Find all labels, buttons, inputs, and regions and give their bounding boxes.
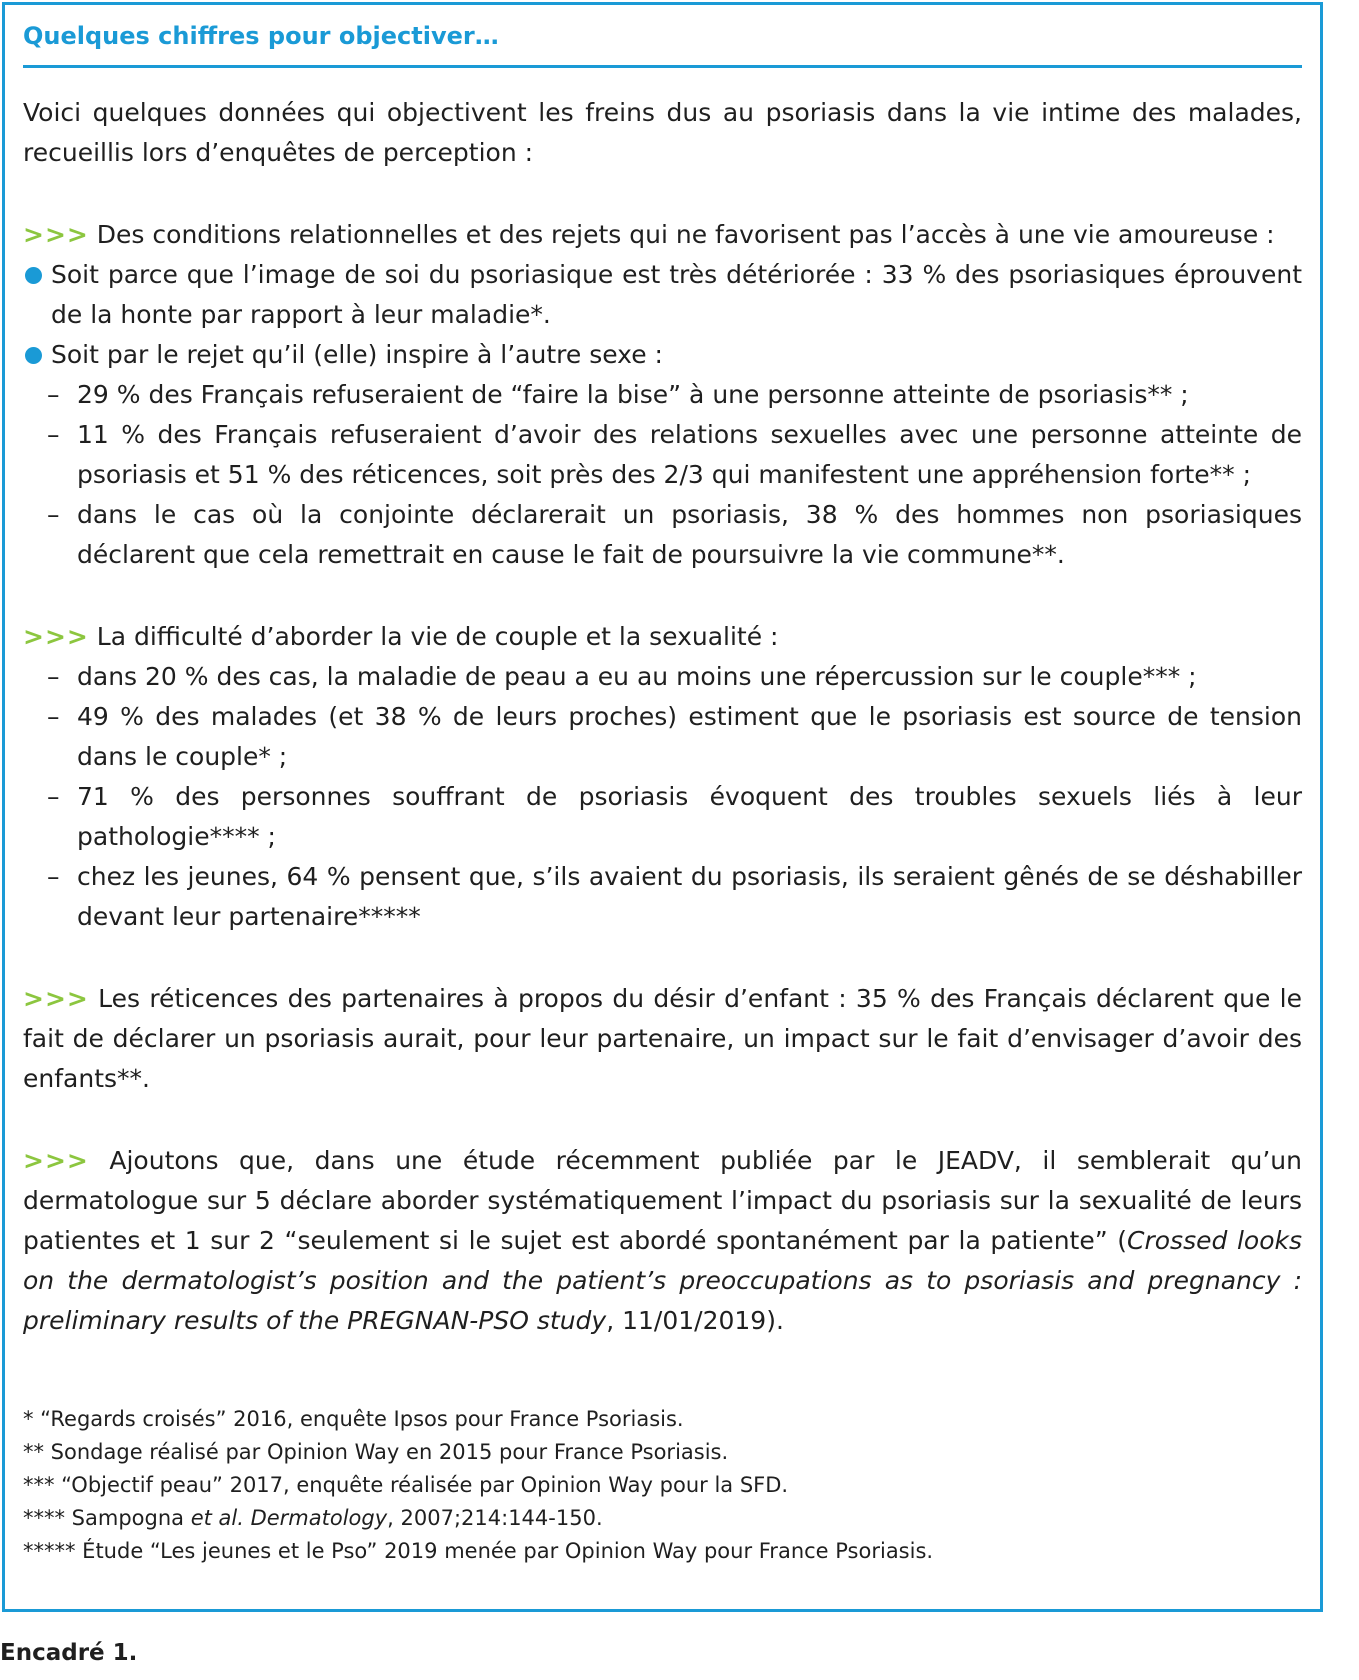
box-title: Quelques chiffres pour objectiver… [23,22,499,50]
box-content [23,93,1302,1341]
section2-heading: >>> La difficulté d’aborder la vie de couple et la sexualité : [23,622,779,651]
footnote: ** Sondage réalisé par Opinion Way en 2015 pour France Psoriasis. [23,1440,729,1464]
figure-caption: Encadré 1. [0,1640,138,1666]
section3-paragraph: >>> Les réticences des partenaires à propos du désir d’enfant : 35 % des Français déclarent que le fait de déclarer un psoriasis aurait, pour leur partenaire, un impact sur le fait d’envisager d’avoir des enfants**. [23,984,1302,1093]
dash-item: – 11 % des Français refuseraient d’avoir des relations sexuelles avec une personne atteinte de psoriasis et 51 % des réticences, soit près des 2/3 qui manifestent une appréhension forte** ; [47,420,1302,489]
footnote: ***** Étude “Les jeunes et le Pso” 2019 menée par Opinion Way pour France Psoriasis. [23,1539,934,1563]
arrows-icon: >>> [23,220,89,249]
bullet-dot-icon [25,347,42,364]
title-divider [23,65,1302,68]
section4-paragraph: >>> Ajoutons que, dans une étude récemment publiée par le JEADV, il semblerait qu’un dermatologue sur 5 déclare aborder systématiquement l’impact du psoriasis sur la sexualité de leurs patientes et 1 sur 2 “seulement si le sujet est abordé spontanément par la patiente” (Crossed looks on the dermatologist’s position and the patient’s preoccupations as to psoriasis and pregnancy : preliminary results of the PREGNAN-PSO study, 11/01/2019). [23,1146,1302,1335]
dash-item: – chez les jeunes, 64 % pensent que, s’ils avaient du psoriasis, ils seraient gênés de se déshabiller devant leur partenaire***** [47,862,1302,931]
dash-item: – dans 20 % des cas, la maladie de peau a eu au moins une répercussion sur le couple*** ; [47,662,1197,691]
bullet-item: Soit parce que l’image de soi du psoriasique est très détériorée : 33 % des psoriasiques éprouvent de la honte par rapport à leur maladie*. [23,255,1302,335]
info-box [2,2,1323,1612]
arrows-icon: >>> [23,1146,89,1175]
footnotes [23,1403,933,1568]
arrows-icon: >>> [23,984,89,1013]
footnote: * “Regards croisés” 2016, enquête Ipsos pour France Psoriasis. [23,1407,684,1431]
arrows-icon: >>> [23,622,89,651]
dash-item: – 29 % des Français refuseraient de “faire la bise” à une personne atteinte de psoriasis** ; [47,380,1189,409]
intro-paragraph: Voici quelques données qui objectivent les freins dus au psoriasis dans la vie intime des malades, recueillis lors d’enquêtes de perception : [23,98,1302,167]
footnote: **** Sampogna et al. Dermatology, 2007;214:144-150. [23,1506,603,1530]
dash-item: – 49 % des malades (et 38 % de leurs proches) estiment que le psoriasis est source de tension dans le couple* ; [47,702,1302,771]
section1-heading: >>> Des conditions relationnelles et des rejets qui ne favorisent pas l’accès à une vie amoureuse : [23,220,1275,249]
dash-item: – dans le cas où la conjointe déclarerait un psoriasis, 38 % des hommes non psoriasiques déclarent que cela remettrait en cause le fait de poursuivre la vie commune**. [47,500,1302,569]
bullet-item: Soit par le rejet qu’il (elle) inspire à l’autre sexe : [23,335,1302,375]
footnote: *** “Objectif peau” 2017, enquête réalisée par Opinion Way pour la SFD. [23,1473,789,1497]
dash-item: – 71 % des personnes souffrant de psoriasis évoquent des troubles sexuels liés à leur pathologie**** ; [47,782,1302,851]
bullet-dot-icon [25,267,42,284]
